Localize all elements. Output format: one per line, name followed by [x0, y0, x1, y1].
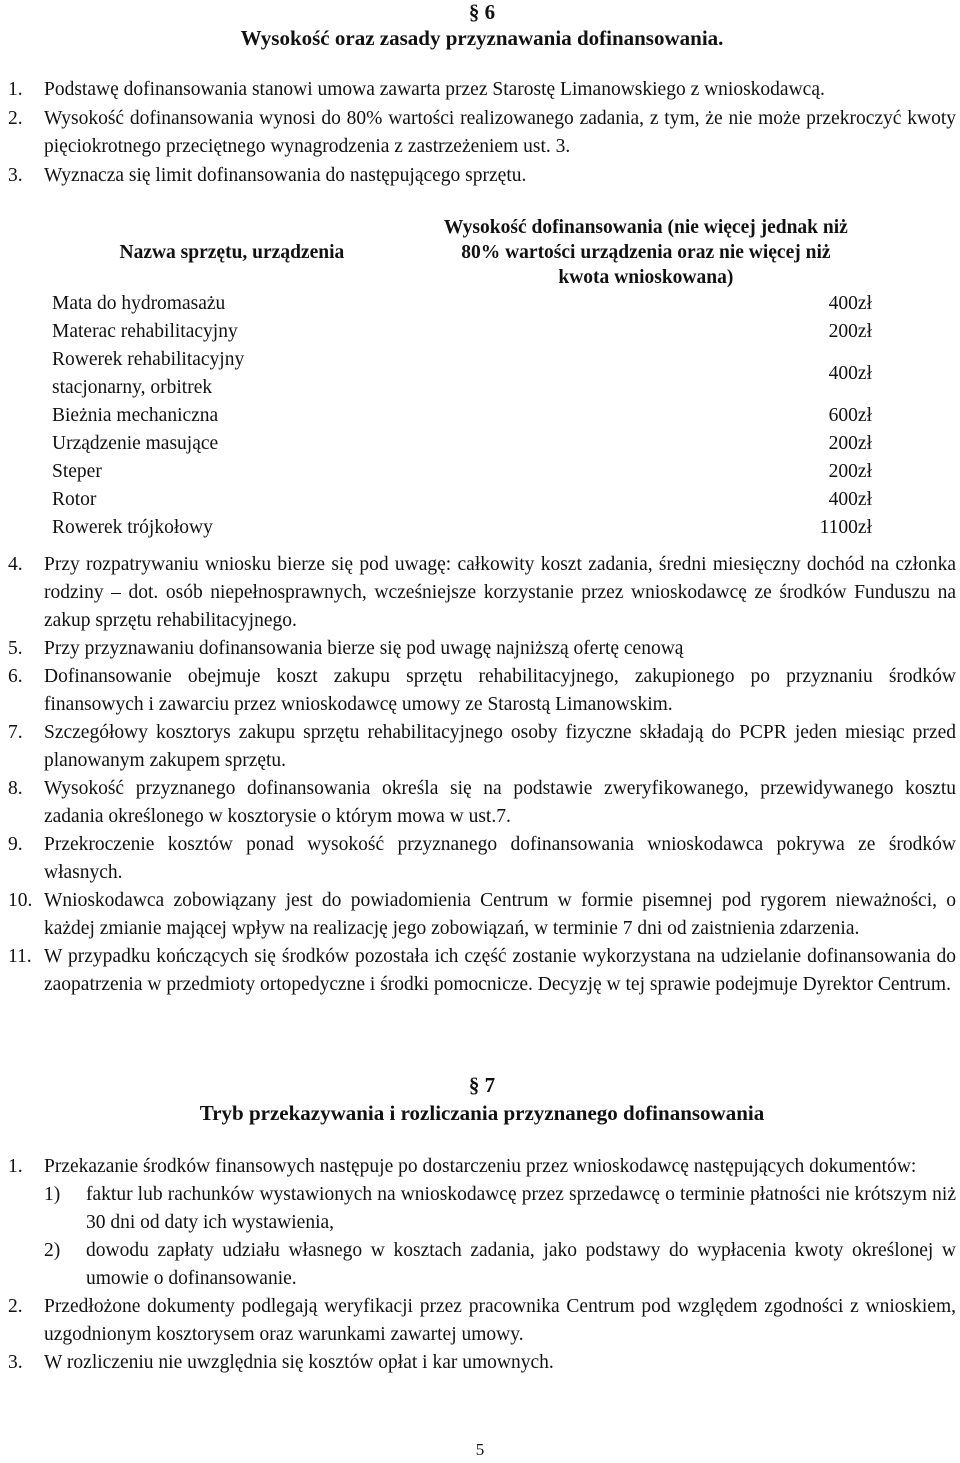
- funding-limit: 1100zł: [819, 517, 872, 538]
- funding-limit: 400zł: [828, 293, 872, 314]
- item-number: 6.: [8, 666, 23, 687]
- table-row: [44, 514, 872, 542]
- sublist-item: [44, 1181, 956, 1237]
- equipment-name: Materac rehabilitacyjny: [52, 321, 238, 342]
- item-text: Szczegółowy kosztorys zakupu sprzętu rehabilitacyjnego osoby fizyczne składają do PCPR jeden miesiąc przed planowanym zakupem sprzętu.: [44, 722, 956, 771]
- section-7-header: [8, 1073, 956, 1126]
- equipment-name: Rowerek rehabilitacyjny stacjonarny, orbitrek: [52, 349, 245, 398]
- item-number: 3.: [8, 1352, 23, 1373]
- table-row: [44, 290, 872, 318]
- item-text: W przypadku kończących się środków pozostała ich część zostanie wykorzystana na udzielanie dofinansowania do zaopatrzenia w przedmioty ortopedyczne i środki pomocnicze. Decyzję w tej sprawie podejmuje Dyrektor Centrum.: [44, 946, 956, 995]
- column-header-funding-amount: Wysokość dofinansowania (nie więcej jednak niż 80% wartości urządzenia oraz nie więcej niż kwota wnioskowana): [443, 217, 848, 288]
- item-number: 9.: [8, 834, 23, 855]
- list-item: [8, 1349, 956, 1377]
- equipment-name: Rowerek trójkołowy: [52, 517, 213, 538]
- section-7-title: Tryb przekazywania i rozliczania przyznanego dofinansowania: [199, 1101, 765, 1125]
- list-item: [8, 1293, 956, 1349]
- item-text: Przy przyznawaniu dofinansowania bierze się pod uwagę najniższą ofertę cenową: [44, 638, 684, 659]
- page-number: 5: [475, 1440, 485, 1459]
- item-number: 1.: [8, 1156, 23, 1177]
- funding-limit: 400zł: [828, 489, 872, 510]
- item-number: 3.: [8, 165, 23, 186]
- subitem-number: 1): [44, 1184, 61, 1205]
- item-text: Przekroczenie kosztów ponad wysokość przyznanego dofinansowania wnioskodawca pokrywa ze środków własnych.: [44, 834, 956, 883]
- item-number: 5.: [8, 638, 23, 659]
- table-row: [44, 402, 872, 430]
- table-row: [44, 486, 872, 514]
- list-item: [8, 105, 956, 161]
- item-text: Wysokość przyznanego dofinansowania określa się na podstawie zweryfikowanego, przewidywanego kosztu zadania określonego w kosztorysie o którym mowa w ust.7.: [44, 778, 956, 827]
- list-item: [8, 162, 956, 190]
- subitem-text: faktur lub rachunków wystawionych na wnioskodawcę przez sprzedawcę o terminie płatności nie krótszym niż 30 dni od daty ich wystawienia,: [86, 1184, 956, 1233]
- sublist-item: [44, 1237, 956, 1293]
- list-item: [8, 551, 956, 635]
- section-7-number: § 7: [468, 1073, 496, 1097]
- list-item: [8, 719, 956, 775]
- item-number: 4.: [8, 554, 23, 575]
- section-6-title: Wysokość oraz zasady przyznawania dofinansowania.: [240, 26, 724, 50]
- list-item: [8, 663, 956, 719]
- column-header-equipment-name: Nazwa sprzętu, urządzenia: [119, 242, 345, 263]
- funding-limit: 200zł: [828, 433, 872, 454]
- section-6-number: § 6: [468, 0, 496, 24]
- table-row: [44, 318, 872, 346]
- list-item: [8, 635, 956, 663]
- item-text: Przy rozpatrywaniu wniosku bierze się pod uwagę: całkowity koszt zadania, średni miesięczny dochód na członka rodziny – dot. osób niepełnosprawnych, wcześniejsze korzystanie przez wnioskodawcę ze środków Funduszu na zakup sprzętu rehabilitacyjnego.: [44, 554, 956, 631]
- list-item: [8, 943, 956, 999]
- subitem-number: 2): [44, 1240, 61, 1261]
- equipment-name: Steper: [52, 461, 102, 482]
- item-text: Przedłożone dokumenty podlegają weryfikacji przez pracownika Centrum pod względem zgodności z wnioskiem, uzgodnionym kosztorysem oraz warunkami zawartej umowy.: [44, 1296, 956, 1345]
- table-row: [44, 430, 872, 458]
- equipment-limit-table: [44, 215, 872, 542]
- list-item: [8, 76, 956, 104]
- section-6-list-b: [8, 551, 956, 999]
- funding-limit: 600zł: [828, 405, 872, 426]
- funding-limit: 200zł: [828, 321, 872, 342]
- funding-limit: 200zł: [828, 461, 872, 482]
- item-text: Wysokość dofinansowania wynosi do 80% wartości realizowanego zadania, z tym, że nie może przekroczyć kwoty pięciokrotnego przeciętnego wynagrodzenia z zastrzeżeniem ust. 3.: [44, 108, 956, 157]
- section-7-list: [8, 1153, 956, 1377]
- list-item: [8, 831, 956, 887]
- funding-limit: 400zł: [828, 363, 872, 384]
- section-6-header: [8, 0, 956, 51]
- item-text: Przekazanie środków finansowych następuje po dostarczeniu przez wnioskodawcę następujących dokumentów:: [44, 1156, 917, 1177]
- item-number: 7.: [8, 722, 23, 743]
- list-item: [8, 775, 956, 831]
- item-number: 10.: [8, 890, 33, 911]
- item-text: Wnioskodawca zobowiązany jest do powiadomienia Centrum w formie pisemnej pod rygorem nieważności, o każdej zmianie mającej wpływ na realizację jego zobowiązań, w terminie 7 dni od zaistnienia zdarzenia.: [44, 890, 956, 939]
- table-row: [44, 458, 872, 486]
- subitem-text: dowodu zapłaty udziału własnego w kosztach zadania, jako podstawy do wypłacenia kwoty określonej w umowie o dofinansowanie.: [86, 1240, 956, 1289]
- item-text: Podstawę dofinansowania stanowi umowa zawarta przez Starostę Limanowskiego z wnioskodawcą.: [44, 79, 825, 100]
- item-number: 8.: [8, 778, 23, 799]
- item-text: W rozliczeniu nie uwzględnia się kosztów opłat i kar umownych.: [44, 1352, 554, 1373]
- item-number: 11.: [8, 946, 32, 967]
- table-header-row: [44, 215, 872, 290]
- item-number: 2.: [8, 108, 23, 129]
- item-number: 2.: [8, 1296, 23, 1317]
- item-number: 1.: [8, 79, 23, 100]
- sublist: [8, 1181, 956, 1293]
- equipment-name: Urządzenie masujące: [52, 433, 219, 454]
- section-6-list-a: [8, 76, 956, 190]
- equipment-name: Rotor: [52, 489, 97, 510]
- list-item: [8, 887, 956, 943]
- list-item: [8, 1153, 956, 1181]
- equipment-name: Bieżnia mechaniczna: [52, 405, 219, 426]
- item-text: Wyznacza się limit dofinansowania do następującego sprzętu.: [44, 165, 527, 186]
- table-row: [44, 346, 872, 402]
- item-text: Dofinansowanie obejmuje koszt zakupu sprzętu rehabilitacyjnego, zakupionego po przyznaniu środków finansowych i zawarciu przez wnioskodawcę umowy ze Starostą Limanowskim.: [44, 666, 956, 715]
- equipment-name: Mata do hydromasażu: [52, 293, 226, 314]
